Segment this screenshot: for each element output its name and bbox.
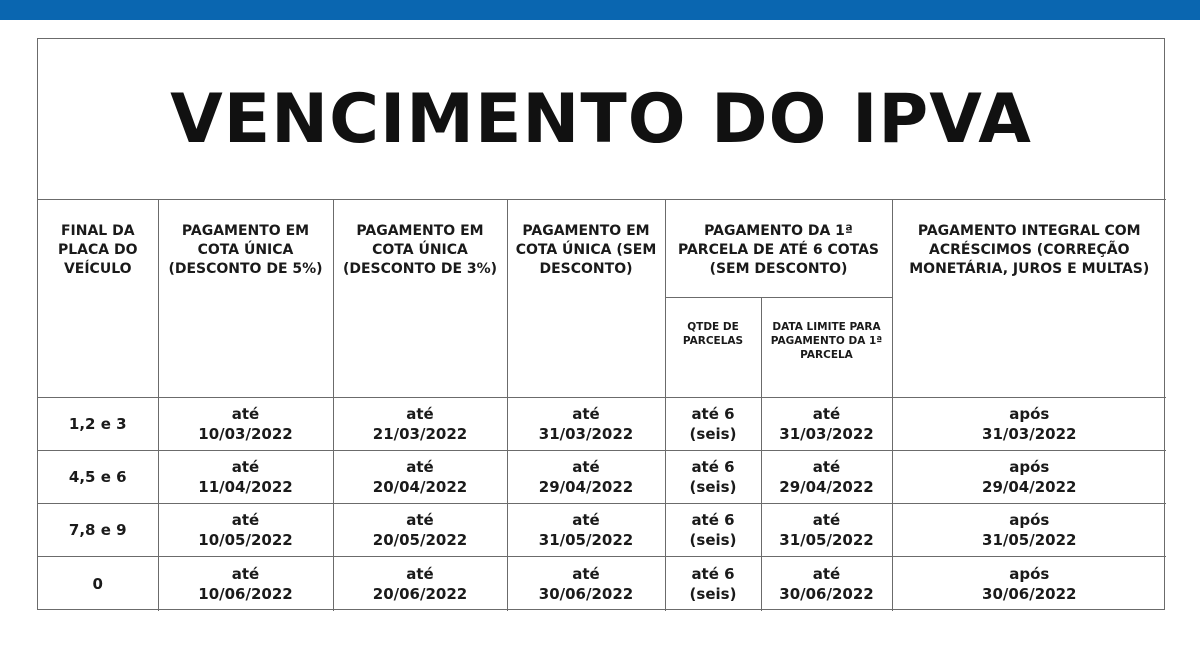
header-cota-unica-sem-desconto: PAGAMENTO EM COTA ÚNICA (SEM DESCONTO)	[507, 200, 665, 398]
cell-integral: após 30/06/2022	[892, 557, 1166, 611]
cell-qtde: até 6 (seis)	[665, 451, 761, 504]
header-cota-unica-5: PAGAMENTO EM COTA ÚNICA (DESCONTO DE 5%)	[158, 200, 333, 398]
cell-data-limite: até 31/03/2022	[761, 398, 892, 451]
cell-data-limite: até 30/06/2022	[761, 557, 892, 611]
cell-qtde: até 6 (seis)	[665, 504, 761, 557]
cell-cota-5: até 11/04/2022	[158, 451, 333, 504]
header-row	[38, 200, 1166, 298]
cell-cota-sem-desconto: até 30/06/2022	[507, 557, 665, 611]
header-parcelamento: PAGAMENTO DA 1ª PARCELA DE ATÉ 6 COTAS (SEM DESCONTO)	[665, 200, 892, 298]
table-row	[38, 557, 1166, 611]
ipva-table-frame	[37, 38, 1165, 610]
cell-cota-5: até 10/06/2022	[158, 557, 333, 611]
cell-cota-3: até 21/03/2022	[333, 398, 507, 451]
cell-final: 0	[38, 557, 158, 611]
cell-integral: após 31/03/2022	[892, 398, 1166, 451]
cell-final: 4,5 e 6	[38, 451, 158, 504]
header-final-placa: FINAL DA PLACA DO VEÍCULO	[38, 200, 158, 398]
cell-cota-sem-desconto: até 29/04/2022	[507, 451, 665, 504]
ipva-schedule-table	[38, 199, 1166, 611]
cell-cota-sem-desconto: até 31/05/2022	[507, 504, 665, 557]
table-row	[38, 398, 1166, 451]
header-qtde-parcelas: QTDE DE PARCELAS	[665, 298, 761, 398]
cell-cota-3: até 20/04/2022	[333, 451, 507, 504]
cell-final: 7,8 e 9	[38, 504, 158, 557]
cell-final: 1,2 e 3	[38, 398, 158, 451]
cell-qtde: até 6 (seis)	[665, 557, 761, 611]
cell-cota-sem-desconto: até 31/03/2022	[507, 398, 665, 451]
header-cota-unica-3: PAGAMENTO EM COTA ÚNICA (DESCONTO DE 3%)	[333, 200, 507, 398]
cell-cota-5: até 10/05/2022	[158, 504, 333, 557]
table-row	[38, 504, 1166, 557]
table-row	[38, 451, 1166, 504]
header-pagamento-integral: PAGAMENTO INTEGRAL COM ACRÉSCIMOS (CORREÇÃO MONETÁRIA, JUROS E MULTAS)	[892, 200, 1166, 398]
cell-data-limite: até 31/05/2022	[761, 504, 892, 557]
page-title: VENCIMENTO DO IPVA	[170, 79, 1032, 159]
cell-cota-5: até 10/03/2022	[158, 398, 333, 451]
header-data-limite: DATA LIMITE PARA PAGAMENTO DA 1ª PARCELA	[761, 298, 892, 398]
cell-integral: após 29/04/2022	[892, 451, 1166, 504]
top-accent-bar	[0, 0, 1200, 20]
cell-data-limite: até 29/04/2022	[761, 451, 892, 504]
cell-qtde: até 6 (seis)	[665, 398, 761, 451]
cell-cota-3: até 20/05/2022	[333, 504, 507, 557]
cell-integral: após 31/05/2022	[892, 504, 1166, 557]
cell-cota-3: até 20/06/2022	[333, 557, 507, 611]
